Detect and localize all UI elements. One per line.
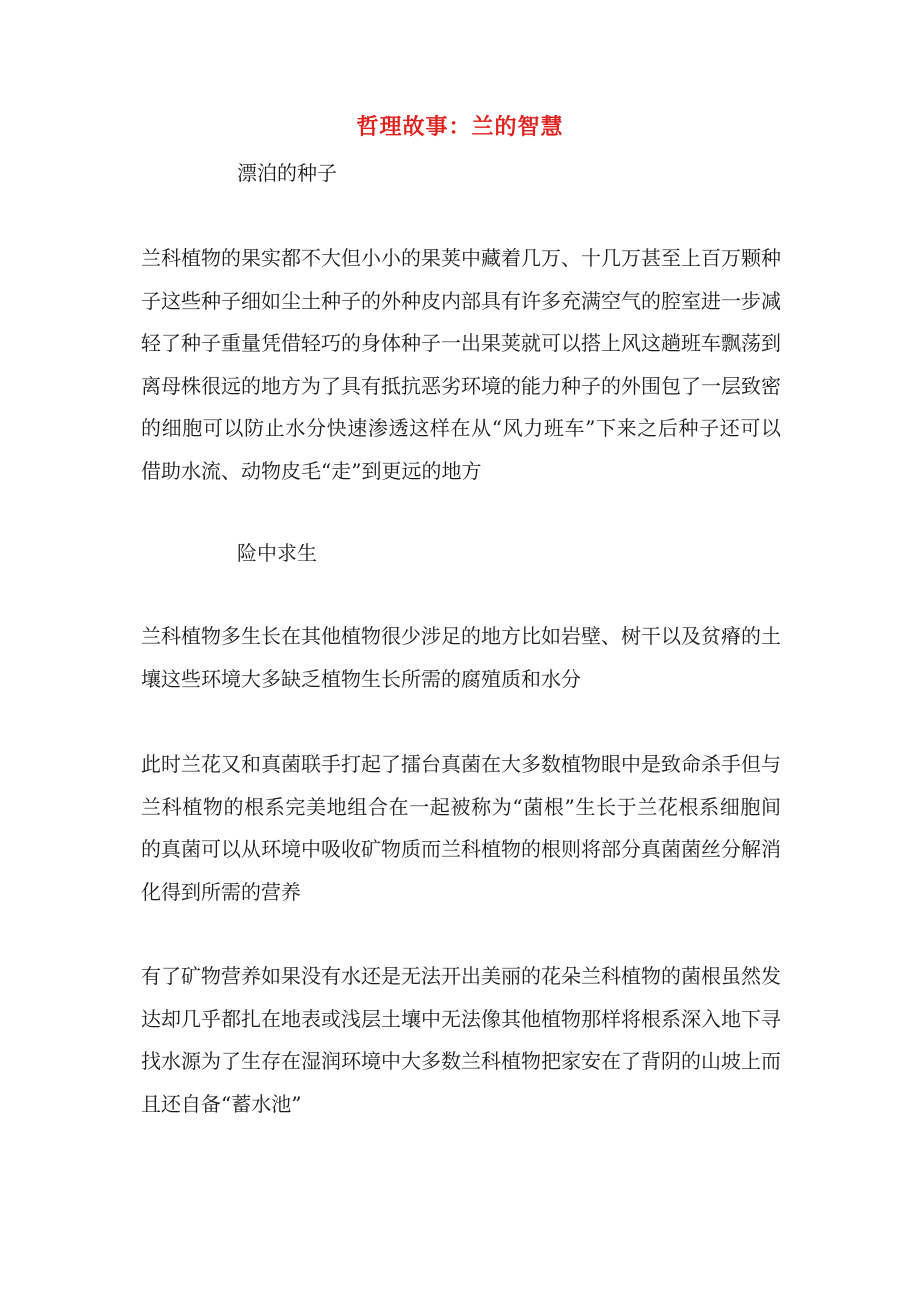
paragraph-habitat: 兰科植物多生长在其他植物很少涉足的地方比如岩壁、树干以及贫瘠的土壤这些环境大多缺乏植物生长所需的腐殖质和水分: [141, 624, 781, 691]
section-heading-survival: 险中求生: [237, 541, 317, 565]
document-title: 哲理故事：兰的智慧: [356, 114, 564, 140]
paragraph-water: 有了矿物营养如果没有水还是无法开出美丽的花朵兰科植物的菌根虽然发达却几乎都扎在地表或浅层土壤中无法像其他植物那样将根系深入地下寻找水源为了生存在湿润环境中大多数兰科植物把家安在了背阴的山坡上而且还自备“蓄水池”: [141, 964, 781, 1116]
paragraph-seeds: 兰科植物的果实都不大但小小的果荚中藏着几万、十几万甚至上百万颗种子这些种子细如尘土种子的外种皮内部具有许多充满空气的腔室进一步减轻了种子重量凭借轻巧的身体种子一出果荚就可以搭上风这趟班车飘荡到离母株很远的地方为了具有抵抗恶劣环境的能力种子的外围包了一层致密的细胞可以防止水分快速渗透这样在从“风力班车”下来之后种子还可以借助水流、动物皮毛“走”到更远的地方: [141, 246, 781, 483]
paragraph-mycorrhiza: 此时兰花又和真菌联手打起了擂台真菌在大多数植物眼中是致命杀手但与兰科植物的根系完美地组合在一起被称为“菌根”生长于兰花根系细胞间的真菌可以从环境中吸收矿物质而兰科植物的根则将部分真菌菌丝分解消化得到所需的营养: [141, 752, 781, 904]
section-heading-floating-seeds: 漂泊的种子: [237, 161, 337, 185]
